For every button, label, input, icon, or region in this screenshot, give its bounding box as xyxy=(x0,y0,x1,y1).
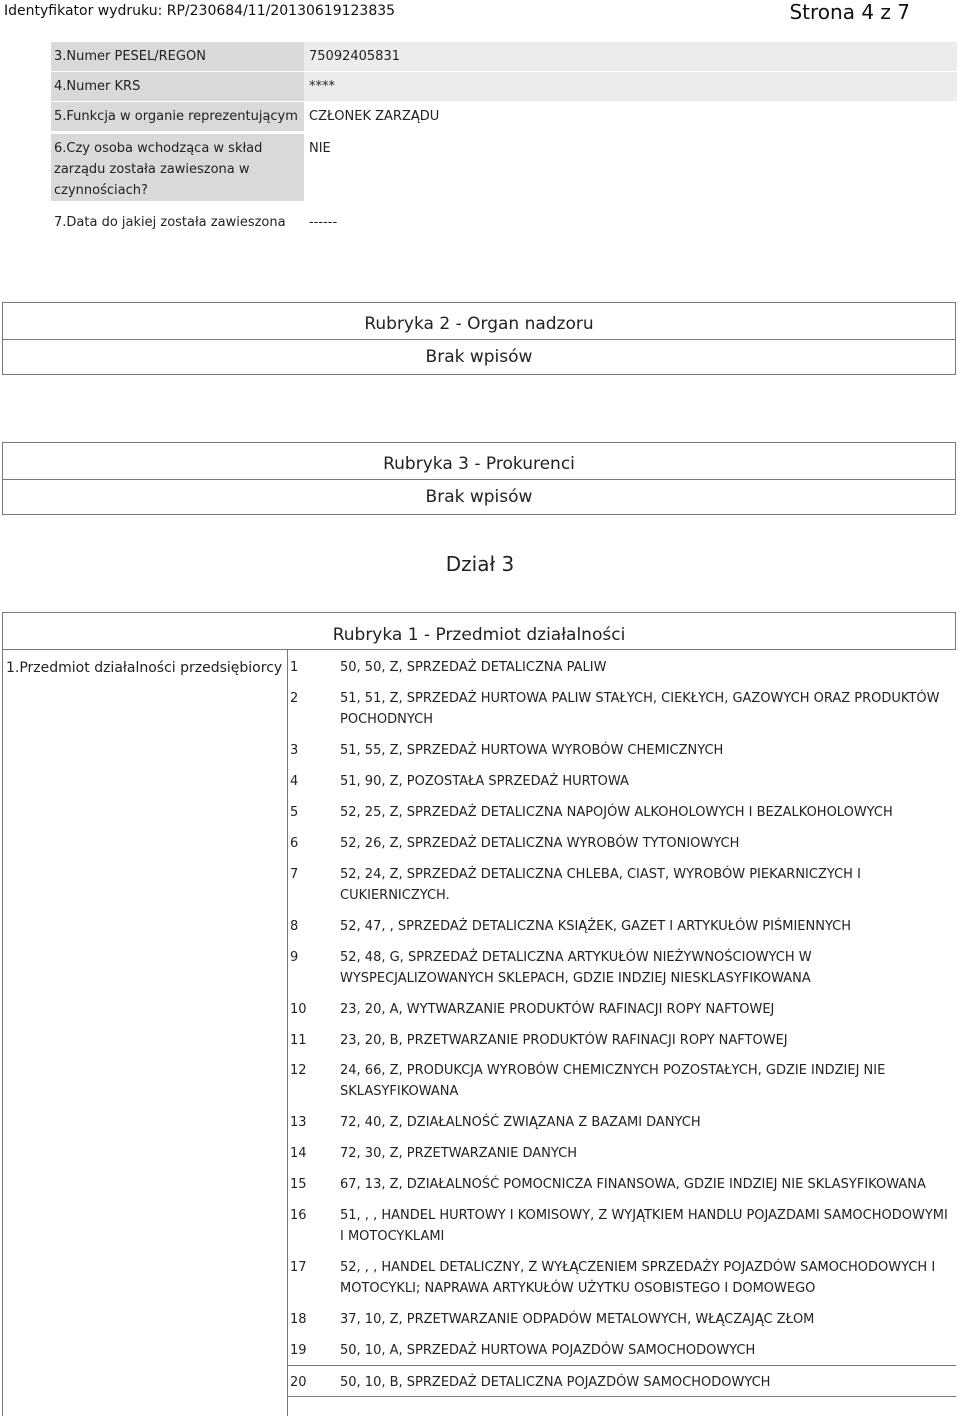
item-text: 52, 48, G, SPRZEDAŻ DETALICZNA ARTYKUŁÓW NIEŻYWNOŚCIOWYCH W WYSPECJALIZOWANYCH SKLEPACH, GDZIE INDZIEJ NIESKLASYFIKOWANA xyxy=(340,950,812,986)
rubryka-empty-text: Brak wpisów xyxy=(3,479,955,514)
item-text: 51, 90, Z, POZOSTAŁA SPRZEDAŻ HURTOWA xyxy=(340,774,629,789)
item-number: 4 xyxy=(290,774,299,789)
field-value: NIE xyxy=(309,141,331,156)
item-number: 18 xyxy=(290,1312,307,1327)
item-number: 15 xyxy=(290,1177,307,1192)
field-value: 75092405831 xyxy=(304,42,957,72)
item-text: 50, 10, B, SPRZEDAŻ DETALICZNA POJAZDÓW SAMOCHODOWYCH xyxy=(340,1375,771,1390)
item-number: 5 xyxy=(290,805,299,820)
field-funkcja xyxy=(51,102,957,132)
rubryka-title: Rubryka 3 - Prokurenci xyxy=(383,454,575,474)
item-number: 13 xyxy=(290,1115,307,1130)
item-text: 23, 20, A, WYTWARZANIE PRODUKTÓW RAFINACJI ROPY NAFTOWEJ xyxy=(340,1002,775,1017)
item-text: 52, 24, Z, SPRZEDAŻ DETALICZNA CHLEBA, CIAST, WYROBÓW PIEKARNICZYCH I CUKIERNICZYCH. xyxy=(340,867,861,903)
item-text: 52, 26, Z, SPRZEDAŻ DETALICZNA WYROBÓW TYTONIOWYCH xyxy=(340,836,740,851)
field-value: CZŁONEK ZARZĄDU xyxy=(309,109,440,124)
item-number: 11 xyxy=(290,1033,307,1048)
rubryka-title: Rubryka 1 - Przedmiot działalności xyxy=(332,625,626,645)
field-krs xyxy=(51,72,957,102)
item-number: 10 xyxy=(290,1002,307,1017)
item-number: 6 xyxy=(290,836,299,851)
field-pesel-regon xyxy=(51,42,957,72)
item-number: 17 xyxy=(290,1260,307,1275)
item-text: 52, 25, Z, SPRZEDAŻ DETALICZNA NAPOJÓW ALKOHOLOWYCH I BEZALKOHOLOWYCH xyxy=(340,805,893,820)
field-label: 6.Czy osoba wchodząca w skład zarządu została zawieszona w czynnościach? xyxy=(51,134,304,202)
field-label: 7.Data do jakiej została zawieszona xyxy=(51,208,304,238)
item-text: 24, 66, Z, PRODUKCJA WYROBÓW CHEMICZNYCH POZOSTAŁYCH, GDZIE INDZIEJ NIE SKLASYFIKOWANA xyxy=(340,1063,886,1099)
rubryka-prokurenci xyxy=(2,442,956,515)
field-label: 1.Przedmiot działalności przedsiębiorcy xyxy=(6,660,283,676)
rubryka-przedmiot-dzialalnosci xyxy=(2,612,956,649)
item-text: 51, 55, Z, SPRZEDAŻ HURTOWA WYROBÓW CHEMICZNYCH xyxy=(340,743,724,758)
item-number: 1 xyxy=(290,660,299,675)
item-number: 3 xyxy=(290,743,299,758)
item-text: 50, 50, Z, SPRZEDAŻ DETALICZNA PALIW xyxy=(340,660,607,675)
field-label: 5.Funkcja w organie reprezentującym xyxy=(51,102,304,132)
rubryka-title: Rubryka 2 - Organ nadzoru xyxy=(364,314,594,334)
item-text: 52, 47, , SPRZEDAŻ DETALICZNA KSIĄŻEK, GAZET I ARTYKUŁÓW PIŚMIENNYCH xyxy=(340,919,852,934)
field-value: **** xyxy=(304,72,957,102)
section-title: Dział 3 xyxy=(445,552,515,576)
table-divider xyxy=(288,649,956,650)
item-number: 8 xyxy=(290,919,299,934)
item-number: 14 xyxy=(290,1146,307,1161)
page-indicator: Strona 4 z 7 xyxy=(789,0,910,24)
item-number: 19 xyxy=(290,1343,307,1358)
item-text: 50, 10, A, SPRZEDAŻ HURTOWA POJAZDÓW SAMOCHODOWYCH xyxy=(340,1343,756,1358)
field-label: 3.Numer PESEL/REGON xyxy=(51,42,304,72)
item-number: 7 xyxy=(290,867,299,882)
item-text: 51, , , HANDEL HURTOWY I KOMISOWY, Z WYJĄTKIEM HANDLU POJAZDAMI SAMOCHODOWYMI I MOTOCYKLAMI xyxy=(340,1208,948,1244)
item-number: 9 xyxy=(290,950,299,965)
print-identifier: Identyfikator wydruku: RP/230684/11/20130619123835 xyxy=(4,3,396,19)
item-number: 2 xyxy=(290,691,299,706)
list-item xyxy=(288,1365,956,1397)
field-value: ------ xyxy=(309,215,338,230)
item-text: 37, 10, Z, PRZETWARZANIE ODPADÓW METALOWYCH, WŁĄCZAJĄC ZŁOM xyxy=(340,1312,815,1327)
field-label: 4.Numer KRS xyxy=(51,72,304,102)
item-text: 67, 13, Z, DZIAŁALNOŚĆ POMOCNICZA FINANSOWA, GDZIE INDZIEJ NIE SKLASYFIKOWANA xyxy=(340,1177,926,1192)
rubryka-empty-text: Brak wpisów xyxy=(3,339,955,374)
item-number: 12 xyxy=(290,1063,307,1078)
field-zawieszona xyxy=(51,134,957,202)
item-text: 72, 30, Z, PRZETWARZANIE DANYCH xyxy=(340,1146,577,1161)
item-number: 20 xyxy=(290,1375,307,1390)
item-text: 72, 40, Z, DZIAŁALNOŚĆ ZWIĄZANA Z BAZAMI DANYCH xyxy=(340,1115,701,1130)
item-text: 23, 20, B, PRZETWARZANIE PRODUKTÓW RAFINACJI ROPY NAFTOWEJ xyxy=(340,1033,788,1048)
item-text: 52, , , HANDEL DETALICZNY, Z WYŁĄCZENIEM SPRZEDAŻY POJAZDÓW SAMOCHODOWYCH I MOTOCYKLI; NAPRAWA ARTYKUŁÓW UŻYTKU OSOBISTEGO I DOMOWEGO xyxy=(340,1260,936,1296)
item-number: 16 xyxy=(290,1208,307,1223)
przedmiot-label-cell xyxy=(2,649,288,1416)
rubryka-organ-nadzoru xyxy=(2,302,956,375)
field-data-zawieszenia xyxy=(51,208,957,238)
item-text: 51, 51, Z, SPRZEDAŻ HURTOWA PALIW STAŁYCH, CIEKŁYCH, GAZOWYCH ORAZ PRODUKTÓW POCHODNYCH xyxy=(340,691,940,727)
